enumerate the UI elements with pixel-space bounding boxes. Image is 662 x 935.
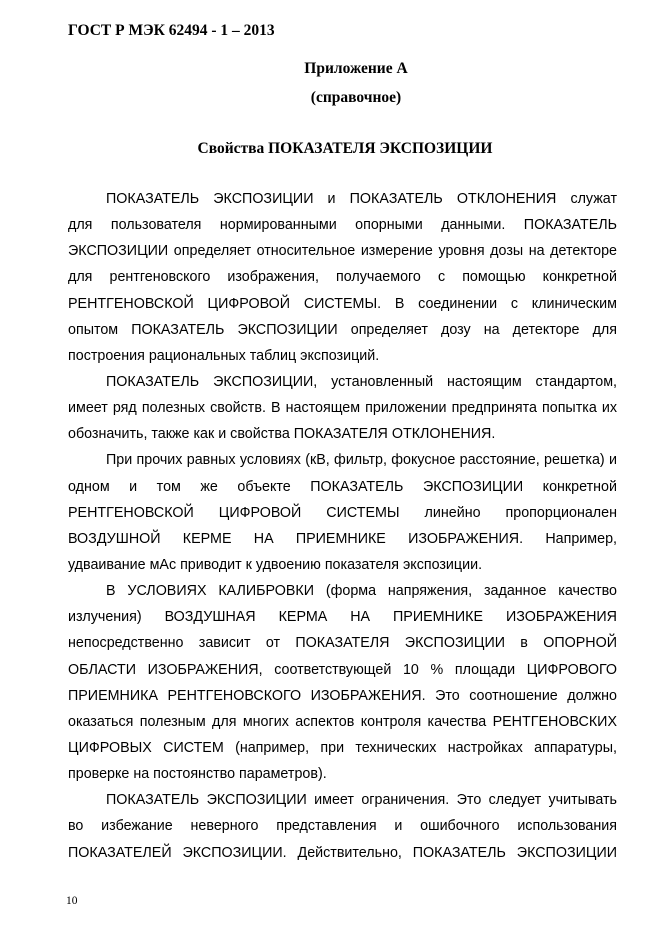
text-line: ПОКАЗАТЕЛЕЙ ЭКСПОЗИЦИИ. Действительно, ПОКАЗАТЕЛЬ ЭКСПОЗИЦИИ (68, 844, 617, 861)
appendix-label: Приложение А (304, 60, 408, 77)
text-line: РЕНТГЕНОВСКОЙ ЦИФРОВОЙ СИСТЕМЫ. В соединении с клиническим (68, 295, 617, 312)
text-line: РЕНТГЕНОВСКОЙ ЦИФРОВОЙ СИСТЕМЫ линейно пропорционален (68, 504, 617, 521)
body-text (68, 186, 617, 866)
text-line: удваивание мАс приводит к удвоению показателя экспозиции. (68, 556, 483, 573)
text-line: обозначить, также как и свойства ПОКАЗАТЕЛЯ ОТКЛОНЕНИЯ. (68, 426, 496, 443)
text-line: ПОКАЗАТЕЛЬ ЭКСПОЗИЦИИ имеет ограничения. Это следует учитывать (106, 792, 617, 809)
text-line: ЦИФРОВЫХ СИСТЕМ (например, при технических настройках аппаратуры, (68, 739, 617, 756)
text-line: ОБЛАСТИ ИЗОБРАЖЕНИЯ, соответствующей 10 % площади ЦИФРОВОГО (68, 661, 617, 678)
text-line: опытом ПОКАЗАТЕЛЬ ЭКСПОЗИЦИИ определяет дозу на детекторе для (68, 321, 617, 338)
appendix-type: (справочное) (310, 89, 402, 106)
text-line: ПРИЕМНИКА РЕНТГЕНОВСКОГО ИЗОБРАЖЕНИЯ. Это соотношение должно (68, 687, 617, 704)
text-line: непосредственно зависит от ПОКАЗАТЕЛЯ ЭКСПОЗИЦИИ в ОПОРНОЙ (68, 635, 617, 652)
section-title: Свойства ПОКАЗАТЕЛЯ ЭКСПОЗИЦИИ (197, 140, 493, 157)
text-line: ЭКСПОЗИЦИИ определяет относительное измерение уровня дозы на детекторе (68, 243, 617, 260)
text-line: оказаться полезным для многих аспектов контроля качества РЕНТГЕНОВСКИХ (68, 713, 617, 730)
text-line: для пользователя нормированными опорными данными. ПОКАЗАТЕЛЬ (68, 217, 617, 234)
text-line: ВОЗДУШНОЙ КЕРМЕ НА ПРИЕМНИКЕ ИЗОБРАЖЕНИЯ. Например, (68, 530, 617, 547)
text-line: При прочих равных условиях (кВ, фильтр, фокусное расстояние, решетка) и (106, 452, 617, 469)
standard-header: ГОСТ Р МЭК 62494 - 1 – 2013 (68, 22, 275, 39)
text-line: ПОКАЗАТЕЛЬ ЭКСПОЗИЦИИ и ПОКАЗАТЕЛЬ ОТКЛОНЕНИЯ служат (106, 191, 617, 207)
text-line: излучения) ВОЗДУШНАЯ КЕРМА НА ПРИЕМНИКЕ ИЗОБРАЖЕНИЯ (68, 609, 617, 626)
text-line: проверке на постоянство параметров). (68, 766, 327, 783)
text-line: построения рациональных таблиц экспозиций. (68, 347, 380, 364)
text-line: В УСЛОВИЯХ КАЛИБРОВКИ (форма напряжения, заданное качество (106, 583, 617, 600)
text-line: имеет ряд полезных свойств. В настоящем приложении предпринята попытка их (68, 400, 617, 417)
text-line: ПОКАЗАТЕЛЬ ЭКСПОЗИЦИИ, установленный настоящим стандартом, (106, 373, 617, 390)
text-line: для рентгеновского изображения, получаемого с помощью конкретной (68, 269, 617, 286)
text-line: одном и том же объекте ПОКАЗАТЕЛЬ ЭКСПОЗИЦИИ конкретной (68, 478, 617, 495)
text-line: во избежание неверного представления и ошибочного использования (68, 818, 617, 835)
page-number: 10 (66, 895, 78, 907)
